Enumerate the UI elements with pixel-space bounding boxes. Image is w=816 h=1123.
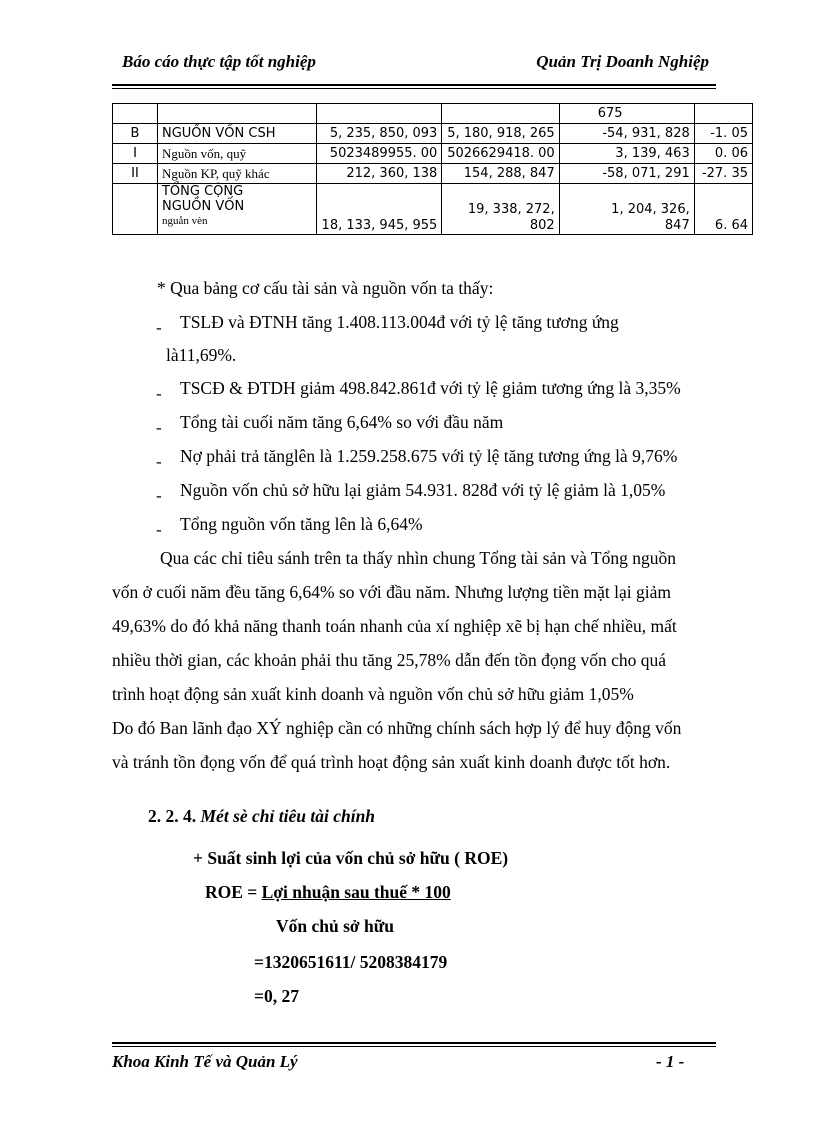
footer-left-text: Khoa Kinh Tế và Quản Lý (112, 1052, 298, 1071)
header-divider (112, 84, 716, 89)
total-label-line2: NGUỒN VỐN (161, 199, 245, 214)
table-cell: 212, 360, 138 (316, 164, 442, 184)
table-cell: NGUỒN VỐN CSH (157, 124, 316, 144)
table-cell: -1. 05 (694, 124, 752, 144)
table-cell (157, 104, 316, 124)
bullet-item: TSCĐ & ĐTDH giảm 498.842.861đ với tỷ lệ giảm tương ứng là 3,35% (180, 378, 681, 398)
table-cell: 5, 235, 850, 093 (316, 124, 442, 144)
bullet-item: Nguồn vốn chủ sở hữu lại giảm 54.931. 828đ với tỷ lệ giảm là 1,05% (180, 480, 666, 500)
paragraph-line: Do đó Ban lãnh đạo XÝ nghiệp cần có những chính sách hợp lý để huy động vốn (112, 718, 682, 738)
table-cell: -58, 071, 291 (559, 164, 694, 184)
table-cell: 5023489955. 00 (316, 144, 442, 164)
table-cell (316, 104, 442, 124)
paragraph-line: vốn ở cuối năm đều tăng 6,64% so với đầu năm. Nhưng lượng tiền mặt lại giảm (112, 582, 672, 602)
table-cell: 18, 133, 945, 955 (316, 184, 442, 235)
table-cell: I (113, 144, 158, 164)
table-cell: 0. 06 (694, 144, 752, 164)
table-row (113, 104, 753, 124)
paragraph-line: nhiều thời gian, các khoản phải thu tăng 25,78% dẫn đến tồn đọng vốn cho quá (112, 650, 667, 670)
table-cell (442, 104, 559, 124)
table-cell: -54, 931, 828 (559, 124, 694, 144)
bullet-mark: - (156, 452, 162, 471)
table-cell: II (113, 164, 158, 184)
section-heading (148, 806, 375, 827)
table-cell: -27. 35 (694, 164, 752, 184)
roe-numerator: Lợi nhuận sau thuế * 100 (261, 882, 451, 902)
footer-divider (112, 1042, 716, 1047)
bullet-item: Tổng nguồn vốn tăng lên là 6,64% (180, 514, 423, 534)
section-number: 2. 2. 4. (148, 806, 197, 826)
bullet-item: Tổng tài cuối năm tăng 6,64% so với đầu năm (180, 412, 504, 432)
bullet-mark: - (156, 418, 162, 437)
header-left-title: Báo cáo thực tập tốt nghiệp (122, 52, 316, 71)
roe-formula (205, 882, 451, 903)
page-number: - 1 - (656, 1052, 685, 1071)
bullet-item: TSLĐ và ĐTNH tăng 1.408.113.004đ với tỷ lệ tăng tương ứng (180, 312, 619, 332)
table-row (113, 164, 753, 184)
total-end-line2: 802 (529, 218, 555, 233)
paragraph-line: trình hoạt động sản xuất kinh doanh và nguồn vốn chủ sở hữu giảm 1,05% (112, 684, 634, 704)
table-cell (559, 184, 694, 235)
intro-text: * Qua bảng cơ cấu tài sản và nguồn vốn ta thấy: (157, 278, 494, 298)
paragraph-line: 49,63% do đó khả năng thanh toán nhanh của xí nghiệp xẽ bị hạn chế nhiều, mất (112, 616, 677, 636)
table-cell (157, 184, 316, 235)
bullet-mark: - (156, 486, 162, 505)
roe-heading: + Suất sinh lợi của vốn chủ sở hữu ( ROE) (193, 848, 509, 868)
table-cell (113, 104, 158, 124)
bullet-mark: - (156, 318, 162, 337)
table-cell: 5026629418. 00 (442, 144, 559, 164)
table-cell (113, 184, 158, 235)
total-label-line1: TỔNG CỘNG (161, 184, 244, 199)
bullet-mark: - (156, 384, 162, 403)
roe-calculation: =1320651611/ 5208384179 (254, 952, 448, 972)
paragraph-line: Qua các chỉ tiêu sánh trên ta thấy nhìn chung Tổng tài sản và Tổng nguồn (160, 548, 676, 568)
total-end-line1: 19, 338, 272, (467, 202, 555, 217)
bullet-mark: - (156, 520, 162, 539)
table-cell: 154, 288, 847 (442, 164, 559, 184)
total-change-line2: 847 (664, 218, 690, 233)
bullet-continuation: là11,69%. (166, 345, 237, 365)
table-row-total (113, 184, 753, 235)
section-title: Mét sè chỉ tiêu tài chính (200, 806, 376, 826)
table-cell: B (113, 124, 158, 144)
paragraph-line: và tránh tồn đọng vốn để quá trình hoạt động sản xuất kinh doanh được tốt hơn. (112, 752, 671, 772)
capital-table (112, 103, 753, 235)
total-change-line1: 1, 204, 326, (611, 202, 690, 217)
roe-label: ROE = (205, 882, 258, 902)
table-cell: 675 (559, 104, 694, 124)
total-label-line3: nguån vèn (161, 215, 208, 227)
table-row (113, 124, 753, 144)
table-row (113, 144, 753, 164)
header-right-title: Quản Trị Doanh Nghiệp (536, 52, 709, 71)
roe-denominator: Vốn chủ sở hữu (276, 916, 394, 936)
table-cell: 3, 139, 463 (559, 144, 694, 164)
table-cell: Nguồn vốn, quỹ (157, 144, 316, 164)
table-cell (442, 184, 559, 235)
table-cell (694, 104, 752, 124)
table-cell: 5, 180, 918, 265 (442, 124, 559, 144)
bullet-item: Nợ phải trả tănglên là 1.259.258.675 với tỷ lệ tăng tương ứng là 9,76% (180, 446, 678, 466)
table-cell: 6. 64 (694, 184, 752, 235)
roe-result: =0, 27 (254, 986, 299, 1006)
table-cell: Nguồn KP, quỹ khác (157, 164, 316, 184)
